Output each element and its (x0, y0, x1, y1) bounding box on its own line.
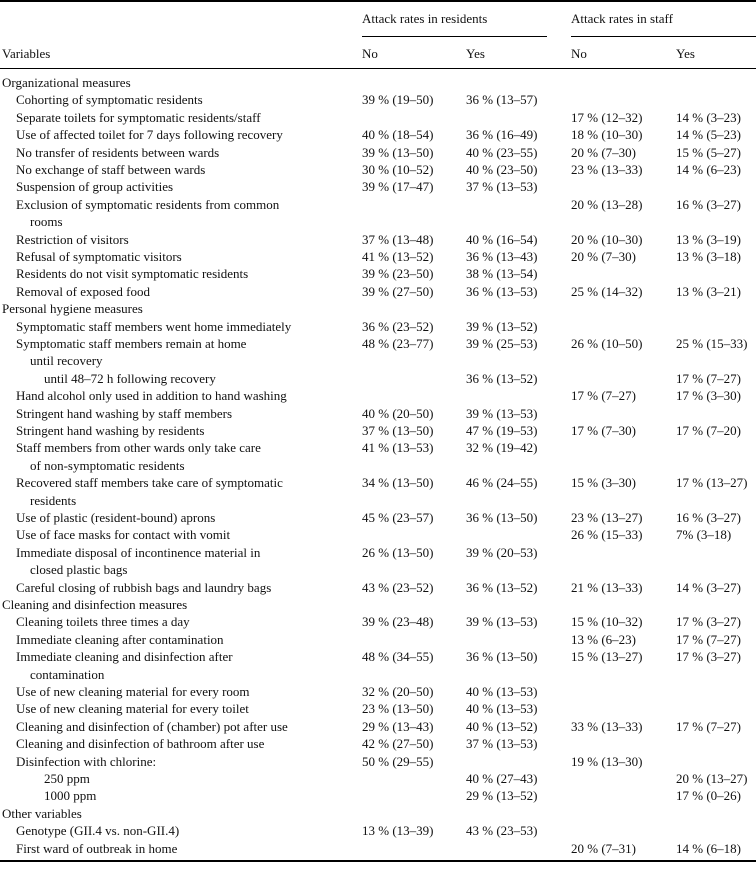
staff-no-value: 20 % (10–30) (571, 231, 643, 247)
residents-yes-value: 40 % (23–55) (466, 144, 538, 160)
staff-no-value: 20 % (13–28) (571, 196, 643, 212)
header-staff-no: No (571, 46, 587, 61)
row-label-line: Stringent hand washing by staff members (16, 405, 233, 421)
row-label (16, 718, 366, 735)
residents-no-value: 39 % (23–50) (362, 266, 434, 282)
row-label-line: until 48–72 h following recovery (44, 370, 216, 386)
bottom-rule (0, 860, 756, 862)
row-label (16, 735, 366, 752)
row-label-line: Restriction of visitors (16, 231, 129, 247)
staff-no-value: 26 % (15–33) (571, 527, 643, 543)
staff-no-value: 23 % (13–27) (571, 510, 643, 525)
top-rule (0, 0, 756, 2)
staff-no-value: 20 % (7–30) (571, 249, 636, 264)
staff-no-value: 19 % (13–30) (571, 753, 643, 769)
residents-no-value: 39 % (17–47) (362, 179, 434, 195)
row-label-line: Immediate disposal of incontinence material in (16, 544, 261, 560)
staff-no-value: 26 % (10–50) (571, 336, 643, 351)
row-label (16, 648, 366, 683)
staff-yes-value: 7% (3–18) (676, 527, 732, 543)
staff-no-value: 20 % (7–31) (571, 840, 636, 856)
row-label (16, 422, 366, 439)
row-label-line: Use of new cleaning material for every toilet (16, 701, 249, 717)
row-label (16, 840, 366, 857)
row-label-line: Cleaning and disinfection of (chamber) pot after use (16, 718, 288, 734)
row-label (44, 370, 394, 387)
staff-yes-value: 14 % (6–18) (676, 840, 741, 856)
staff-no-value: 13 % (6–23) (571, 631, 636, 647)
staff-yes-value: 16 % (3–27) (676, 196, 741, 212)
residents-no-value: 37 % (13–48) (362, 231, 434, 247)
residents-yes-value: 40 % (16–54) (466, 231, 538, 247)
residents-yes-value: 36 % (13–52) (466, 579, 538, 595)
residents-group-underline (362, 36, 547, 37)
row-label (16, 579, 366, 596)
row-label (16, 335, 366, 370)
header-variables: Variables (2, 46, 51, 61)
residents-no-value: 34 % (13–50) (362, 475, 434, 491)
row-label-line: Residents do not visit symptomatic residents (16, 266, 249, 282)
residents-yes-value: 38 % (13–54) (466, 266, 538, 282)
staff-no-value: 15 % (10–32) (571, 614, 643, 630)
staff-no-value: 20 % (7–30) (571, 144, 636, 160)
residents-no-value: 40 % (18–54) (362, 127, 434, 143)
row-label-line: No transfer of residents between wards (16, 144, 220, 160)
residents-no-value: 39 % (27–50) (362, 283, 434, 299)
row-label-continuation: contamination (30, 666, 105, 682)
residents-yes-value: 39 % (20–53) (466, 544, 538, 560)
section-title-text: Organizational measures (2, 75, 131, 90)
residents-yes-value: 46 % (24–55) (466, 475, 538, 491)
row-label-line: Separate toilets for symptomatic residents/staff (16, 109, 261, 125)
staff-group-underline (571, 36, 756, 37)
row-label-line: Staff members from other wards only take care (16, 440, 261, 456)
row-label-line: Removal of exposed food (16, 283, 150, 299)
residents-no-value: 36 % (23–52) (362, 318, 434, 334)
staff-no-value: 25 % (14–32) (571, 283, 643, 299)
row-label-line: 250 ppm (44, 771, 90, 786)
staff-no-value: 15 % (3–30) (571, 475, 636, 491)
residents-yes-value: 47 % (19–53) (466, 423, 538, 438)
row-label-line: Refusal of symptomatic visitors (16, 249, 182, 264)
residents-yes-value: 36 % (13–53) (466, 283, 538, 299)
row-label-line: First ward of outbreak in home (16, 840, 178, 856)
header-residents-group: Attack rates in residents (362, 11, 488, 26)
section-title-text: Cleaning and disinfection measures (2, 597, 188, 612)
residents-yes-value: 32 % (19–42) (466, 440, 538, 456)
row-label (16, 822, 366, 839)
row-label-continuation: residents (30, 492, 77, 508)
residents-yes-value: 36 % (13–50) (466, 649, 538, 665)
residents-yes-value: 40 % (27–43) (466, 771, 538, 786)
residents-yes-value: 37 % (13–53) (466, 736, 538, 752)
staff-yes-value: 14 % (6–23) (676, 162, 741, 177)
row-label (16, 753, 366, 770)
row-label-line: Cohorting of symptomatic residents (16, 92, 203, 108)
staff-yes-value: 14 % (3–27) (676, 579, 741, 595)
residents-yes-value: 43 % (23–53) (466, 823, 538, 839)
residents-yes-value: 36 % (13–57) (466, 92, 538, 108)
row-label-line: Genotype (GII.4 vs. non-GII.4) (16, 823, 180, 839)
row-label (16, 231, 366, 248)
row-label-line: Cleaning and disinfection of bathroom after use (16, 736, 265, 752)
row-label (16, 631, 366, 648)
residents-no-value: 43 % (23–52) (362, 579, 434, 595)
residents-yes-value: 39 % (13–53) (466, 614, 538, 630)
row-label-line: Exclusion of symptomatic residents from common (16, 196, 280, 212)
row-label-line: 1000 ppm (44, 788, 97, 804)
row-label (16, 613, 366, 630)
row-label-line: Use of new cleaning material for every room (16, 684, 250, 699)
staff-yes-value: 17 % (13–27) (676, 475, 748, 491)
row-label (16, 178, 366, 195)
row-label (16, 474, 366, 509)
staff-yes-value: 17 % (3–27) (676, 614, 741, 630)
row-label (16, 700, 366, 717)
staff-yes-value: 14 % (5–23) (676, 127, 741, 143)
row-label (16, 318, 366, 335)
row-label (16, 161, 366, 178)
residents-no-value: 39 % (13–50) (362, 144, 434, 160)
row-label (16, 683, 366, 700)
row-label-line: Use of face masks for contact with vomit (16, 527, 231, 543)
residents-yes-value: 29 % (13–52) (466, 788, 538, 804)
row-label (16, 283, 366, 300)
row-label (16, 126, 366, 143)
staff-no-value: 15 % (13–27) (571, 649, 643, 665)
row-label-line: Immediate cleaning after contamination (16, 631, 224, 647)
staff-no-value: 17 % (7–27) (571, 388, 636, 404)
residents-yes-value: 39 % (13–53) (466, 405, 538, 421)
row-label (16, 526, 366, 543)
staff-yes-value: 13 % (3–18) (676, 249, 741, 264)
residents-no-value: 45 % (23–57) (362, 510, 434, 525)
header-staff-group: Attack rates in staff (571, 11, 673, 26)
row-label-line: Stringent hand washing by residents (16, 423, 205, 438)
residents-yes-value: 39 % (13–52) (466, 318, 538, 334)
residents-no-value: 23 % (13–50) (362, 701, 434, 717)
row-label-line: Suspension of group activities (16, 179, 174, 195)
staff-no-value: 33 % (13–33) (571, 718, 643, 734)
row-label-line: Hand alcohol only used in addition to hand washing (16, 388, 287, 404)
staff-yes-value: 14 % (3–23) (676, 109, 741, 125)
residents-yes-value: 40 % (13–52) (466, 718, 538, 734)
residents-no-value: 50 % (29–55) (362, 753, 434, 769)
staff-yes-value: 17 % (7–27) (676, 718, 741, 734)
residents-no-value: 30 % (10–52) (362, 162, 434, 177)
staff-yes-value: 20 % (13–27) (676, 771, 748, 786)
row-label (44, 770, 394, 787)
staff-no-value: 17 % (12–32) (571, 109, 643, 125)
residents-no-value: 41 % (13–53) (362, 440, 434, 456)
row-label (16, 439, 366, 474)
row-label-line: Use of plastic (resident-bound) aprons (16, 510, 216, 525)
residents-no-value: 32 % (20–50) (362, 684, 434, 699)
staff-no-value: 17 % (7–30) (571, 423, 636, 438)
staff-yes-value: 17 % (3–27) (676, 649, 741, 665)
header-rule (0, 68, 756, 69)
row-label (16, 544, 366, 579)
row-label (16, 248, 366, 265)
row-label (16, 109, 366, 126)
residents-no-value: 48 % (23–77) (362, 336, 434, 351)
residents-no-value: 42 % (27–50) (362, 736, 434, 752)
residents-yes-value: 36 % (13–50) (466, 510, 538, 525)
staff-no-value: 18 % (10–30) (571, 127, 643, 143)
header-staff-yes: Yes (676, 46, 695, 61)
row-label-line: No exchange of staff between wards (16, 162, 206, 177)
residents-no-value: 40 % (20–50) (362, 405, 434, 421)
section-title-text: Other variables (2, 805, 82, 821)
row-label (16, 265, 366, 282)
row-label-line: Symptomatic staff members remain at home (16, 336, 247, 351)
row-label (16, 196, 366, 231)
header-residents-no: No (362, 46, 378, 61)
section-title-text: Personal hygiene measures (2, 301, 143, 317)
residents-yes-value: 36 % (13–52) (466, 370, 538, 386)
staff-yes-value: 17 % (7–20) (676, 423, 741, 438)
staff-yes-value: 17 % (7–27) (676, 370, 741, 386)
row-label-line: Recovered staff members take care of symptomatic (16, 475, 283, 491)
row-label (16, 144, 366, 161)
row-label-line: Symptomatic staff members went home immediately (16, 318, 292, 334)
staff-no-value: 23 % (13–33) (571, 162, 643, 177)
staff-yes-value: 17 % (0–26) (676, 788, 741, 804)
staff-yes-value: 17 % (7–27) (676, 631, 741, 647)
residents-no-value: 29 % (13–43) (362, 718, 434, 734)
residents-yes-value: 39 % (25–53) (466, 336, 538, 351)
residents-no-value: 37 % (13–50) (362, 423, 434, 438)
row-label (16, 509, 366, 526)
row-label (16, 405, 366, 422)
staff-yes-value: 17 % (3–30) (676, 388, 741, 404)
row-label (16, 387, 366, 404)
row-label-line: Careful closing of rubbish bags and laundry bags (16, 579, 272, 595)
row-label (16, 91, 366, 108)
row-label-continuation: rooms (30, 214, 63, 230)
staff-yes-value: 13 % (3–21) (676, 283, 741, 299)
row-label-line: Use of affected toilet for 7 days following recovery (16, 127, 283, 143)
row-label (44, 787, 394, 804)
header-residents-yes: Yes (466, 46, 485, 61)
staff-no-value: 21 % (13–33) (571, 579, 643, 595)
residents-no-value: 39 % (23–48) (362, 614, 434, 630)
residents-yes-value: 37 % (13–53) (466, 179, 538, 195)
staff-yes-value: 25 % (15–33) (676, 336, 748, 351)
row-label-line: Cleaning toilets three times a day (16, 614, 190, 630)
staff-yes-value: 13 % (3–19) (676, 231, 741, 247)
residents-yes-value: 40 % (13–53) (466, 701, 538, 717)
staff-yes-value: 16 % (3–27) (676, 510, 741, 525)
residents-no-value: 26 % (13–50) (362, 544, 434, 560)
row-label-continuation: until recovery (30, 353, 103, 369)
residents-no-value: 39 % (19–50) (362, 92, 434, 108)
residents-no-value: 41 % (13–52) (362, 249, 434, 264)
residents-yes-value: 40 % (13–53) (466, 684, 538, 699)
staff-yes-value: 15 % (5–27) (676, 144, 741, 160)
row-label-continuation: of non-symptomatic residents (30, 457, 185, 473)
row-label-line: Disinfection with chlorine: (16, 753, 157, 769)
residents-yes-value: 40 % (23–50) (466, 162, 538, 177)
residents-no-value: 13 % (13–39) (362, 823, 434, 839)
residents-yes-value: 36 % (13–43) (466, 249, 538, 264)
residents-yes-value: 36 % (16–49) (466, 127, 538, 143)
row-label-continuation: closed plastic bags (30, 562, 128, 578)
row-label-line: Immediate cleaning and disinfection after (16, 649, 233, 665)
residents-no-value: 48 % (34–55) (362, 649, 434, 665)
